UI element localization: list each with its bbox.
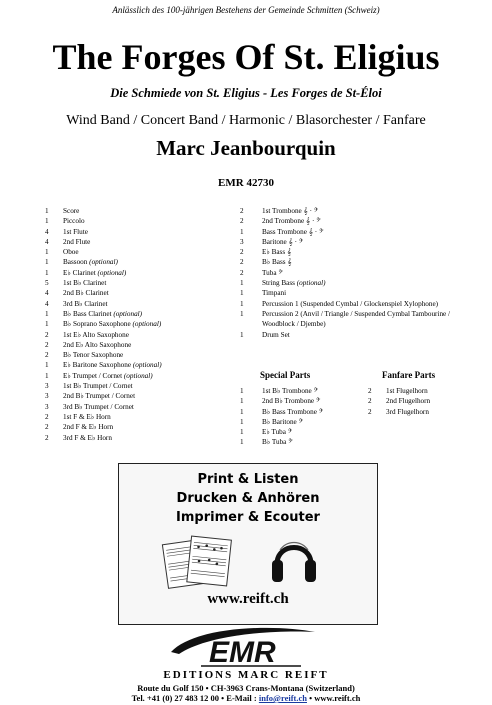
part-instrument: 1st B♭ Trumpet / Cornet — [63, 382, 133, 391]
part-instrument: Percussion 2 (Anvil / Triangle / Suspended Cymbal Tambourine / Woodblock / Djembe) — [262, 309, 451, 329]
part-row — [240, 257, 477, 267]
part-row — [240, 206, 477, 216]
part-quantity: 3 — [45, 392, 49, 401]
part-row — [45, 278, 162, 288]
part-row — [45, 299, 162, 309]
catalog-number: EMR 42730 — [218, 177, 274, 189]
part-row — [240, 309, 477, 330]
part-row — [45, 247, 162, 257]
part-quantity: 1 — [240, 438, 244, 447]
sheet-music-icon — [159, 532, 237, 590]
part-instrument: 1st F & E♭ Horn — [63, 412, 111, 421]
part-instrument: 3rd F & E♭ Horn — [63, 433, 112, 442]
part-instrument: B♭ Bass Clarinet — [63, 309, 112, 318]
part-row — [45, 381, 162, 391]
part-row — [45, 288, 162, 298]
part-name — [262, 237, 303, 247]
email-link[interactable]: info@reift.ch — [258, 693, 307, 703]
part-note: (optional) — [113, 309, 143, 318]
part-name — [63, 268, 126, 278]
part-name — [63, 402, 134, 412]
part-name — [262, 427, 292, 437]
part-instrument: 1st Flugelhorn — [386, 387, 428, 395]
part-instrument: Piccolo — [63, 217, 85, 226]
contact-website: • www.reift.ch — [307, 693, 361, 703]
part-row — [45, 330, 162, 340]
part-quantity: 1 — [240, 417, 244, 426]
part-row — [45, 340, 162, 350]
part-quantity: 2 — [45, 330, 49, 339]
part-quantity: 1 — [45, 320, 49, 329]
part-name — [386, 386, 428, 396]
part-name — [63, 227, 88, 237]
publisher-contact — [0, 693, 492, 703]
part-row — [45, 422, 162, 432]
part-row — [45, 371, 162, 381]
part-quantity: 1 — [240, 397, 244, 406]
part-name — [63, 257, 118, 267]
part-quantity: 1 — [45, 258, 49, 267]
part-quantity: 2 — [240, 268, 244, 277]
part-name — [63, 309, 142, 319]
special-parts-heading: Special Parts — [260, 370, 311, 380]
website-link[interactable]: www.reift.ch — [207, 591, 289, 607]
part-quantity: 1 — [240, 428, 244, 437]
part-quantity: 2 — [45, 351, 49, 360]
part-instrument: B♭ Soprano Saxophone — [63, 320, 131, 329]
part-row — [240, 278, 477, 288]
part-quantity: 2 — [45, 433, 49, 442]
part-instrument: B♭ Bass 𝄞 — [262, 258, 292, 267]
part-row — [45, 206, 162, 216]
part-row — [368, 396, 430, 406]
imprimer-ecouter-label: Imprimer & Ecouter — [176, 510, 320, 525]
part-instrument: B♭ Bass Trombone 𝄢 — [262, 407, 324, 416]
part-quantity: 1 — [45, 371, 49, 380]
composer-name: Marc Jeanbourquin — [156, 136, 336, 160]
part-instrument: 3rd B♭ Clarinet — [63, 299, 108, 308]
part-row — [240, 427, 323, 437]
part-instrument: B♭ Tuba 𝄢 — [262, 438, 293, 447]
part-name — [262, 437, 293, 447]
part-name — [262, 309, 477, 330]
part-quantity: 1 — [240, 299, 244, 308]
part-instrument: 2nd B♭ Clarinet — [63, 289, 109, 298]
part-name — [262, 407, 323, 417]
part-quantity: 2 — [240, 258, 244, 267]
part-name — [262, 268, 283, 278]
part-row — [45, 227, 162, 237]
print-listen-label: Print & Listen — [197, 472, 299, 487]
part-quantity: 1 — [240, 289, 244, 298]
part-row — [240, 386, 323, 396]
part-instrument: Bass Trombone 𝄞 · 𝄢 — [262, 227, 324, 236]
publisher-name: EDITIONS MARC REIFT — [163, 669, 329, 681]
headphones-icon — [269, 530, 319, 588]
part-row — [45, 216, 162, 226]
part-quantity: 3 — [240, 237, 244, 246]
part-instrument: E♭ Clarinet — [63, 268, 96, 277]
part-name — [262, 216, 321, 226]
emr-logo — [165, 622, 329, 674]
part-quantity: 2 — [45, 412, 49, 421]
part-name — [63, 247, 79, 257]
part-quantity: 2 — [368, 397, 372, 406]
part-name — [63, 381, 133, 391]
part-quantity: 2 — [240, 248, 244, 257]
part-instrument: Bassoon — [63, 258, 88, 267]
part-quantity: 2 — [45, 340, 49, 349]
part-instrument: E♭ Trumpet / Cornet — [63, 371, 123, 380]
part-note: (optional) — [97, 268, 127, 277]
part-name — [63, 422, 113, 432]
part-name — [262, 288, 286, 298]
part-row — [240, 396, 323, 406]
part-name — [262, 257, 292, 267]
special-parts-list — [240, 386, 323, 448]
part-quantity: 1 — [45, 268, 49, 277]
part-instrument: 2nd E♭ Alto Saxophone — [63, 340, 132, 349]
print-listen-box[interactable] — [118, 463, 378, 625]
part-row — [240, 299, 477, 309]
part-quantity: 1 — [45, 207, 49, 215]
part-quantity: 4 — [45, 289, 49, 298]
part-name — [63, 433, 112, 443]
part-note: (optional) — [89, 258, 118, 267]
part-instrument: 1st B♭ Clarinet — [63, 279, 107, 288]
part-quantity: 2 — [368, 387, 372, 395]
left-parts-list — [45, 206, 162, 443]
part-name — [386, 396, 430, 406]
part-note: (optional) — [132, 320, 162, 329]
part-name — [63, 371, 153, 381]
part-quantity: 1 — [240, 330, 244, 339]
part-row — [368, 407, 430, 417]
part-instrument: 2nd B♭ Trumpet / Cornet — [63, 392, 136, 401]
part-quantity: 1 — [240, 279, 244, 288]
part-quantity: 1 — [240, 227, 244, 236]
part-row — [240, 216, 477, 226]
part-row — [240, 330, 477, 340]
part-name — [63, 278, 106, 288]
part-quantity: 4 — [45, 227, 49, 236]
part-name — [63, 299, 108, 309]
part-name — [63, 319, 161, 329]
part-quantity: 5 — [45, 279, 49, 288]
part-name — [63, 237, 90, 247]
part-quantity: 2 — [45, 423, 49, 432]
part-name — [63, 360, 162, 370]
part-row — [240, 227, 477, 237]
part-quantity: 1 — [240, 387, 244, 395]
part-row — [45, 350, 162, 360]
page-title: The Forges Of St. Eligius — [52, 37, 440, 77]
part-row — [240, 417, 323, 427]
right-parts-list — [240, 206, 477, 340]
part-row — [45, 268, 162, 278]
part-quantity: 2 — [240, 207, 244, 215]
part-name — [262, 227, 324, 237]
part-quantity: 1 — [45, 217, 49, 226]
part-instrument: 1st Flute — [63, 227, 88, 236]
part-instrument: B♭ Baritone 𝄢 — [262, 417, 304, 426]
part-name — [63, 206, 79, 216]
fanfare-parts-list — [368, 386, 430, 417]
part-name — [63, 350, 123, 360]
part-row — [240, 237, 477, 247]
part-name — [63, 288, 109, 298]
part-quantity: 2 — [240, 217, 244, 226]
part-name — [262, 247, 291, 257]
part-instrument: Baritone 𝄞 · 𝄢 — [262, 237, 304, 246]
part-instrument: 1st B♭ Trombone 𝄢 — [262, 387, 319, 395]
part-name — [63, 391, 135, 401]
part-instrument: 1st Trombone 𝄞 · 𝄢 — [262, 207, 319, 215]
part-name — [262, 206, 318, 216]
part-instrument: 1st E♭ Alto Saxophone — [63, 330, 129, 339]
contact-phone: Tel. +41 (0) 27 483 12 00 • E-Mail : — [131, 693, 259, 703]
part-instrument: 2nd Trombone 𝄞 · 𝄢 — [262, 217, 321, 226]
part-instrument: E♭ Baritone Saxophone — [63, 361, 132, 370]
part-instrument: E♭ Tuba 𝄢 — [262, 428, 293, 437]
part-name — [63, 216, 85, 226]
part-name — [386, 407, 429, 417]
part-row — [240, 407, 323, 417]
part-row — [45, 402, 162, 412]
part-row — [368, 386, 430, 396]
part-name — [262, 330, 290, 340]
part-instrument: Timpani — [262, 289, 287, 298]
part-name — [262, 386, 318, 396]
publisher-address: Route du Golf 150 • CH-3963 Crans-Montana (Switzerland) — [137, 683, 355, 693]
part-row — [45, 412, 162, 422]
part-row — [45, 391, 162, 401]
part-note: (optional) — [132, 361, 162, 370]
part-quantity: 1 — [45, 248, 49, 257]
part-row — [45, 433, 162, 443]
part-name — [262, 299, 477, 309]
part-name — [262, 278, 326, 288]
part-note: (optional) — [296, 279, 326, 288]
title-translations: Die Schmiede von St. Eligius - Les Forges de St-Éloi — [110, 86, 382, 100]
part-row — [45, 309, 162, 319]
part-instrument: Score — [63, 207, 80, 215]
part-instrument: 3rd B♭ Trumpet / Cornet — [63, 402, 134, 411]
part-instrument: Drum Set — [262, 330, 290, 339]
part-name — [262, 396, 321, 406]
part-instrument: String Bass — [262, 279, 295, 288]
part-instrument: 2nd B♭ Trombone 𝄢 — [262, 397, 321, 406]
part-name — [262, 417, 303, 427]
occasion-text: Anlässlich des 100-jährigen Bestehens der Gemeinde Schmitten (Schweiz) — [112, 5, 380, 15]
logo-text: EMR — [209, 636, 276, 669]
part-note: (optional) — [123, 371, 153, 380]
part-quantity: 1 — [45, 309, 49, 318]
part-quantity: 1 — [45, 361, 49, 370]
part-quantity: 4 — [45, 237, 49, 246]
part-quantity: 3 — [45, 402, 49, 411]
part-row — [45, 257, 162, 267]
drucken-anhoeren-label: Drucken & Anhören — [176, 491, 320, 506]
part-quantity: 4 — [45, 299, 49, 308]
part-quantity: 1 — [240, 407, 244, 416]
part-instrument: 2nd Flute — [63, 237, 91, 246]
fanfare-parts-heading: Fanfare Parts — [382, 370, 436, 380]
part-row — [45, 237, 162, 247]
part-quantity: 2 — [368, 407, 372, 416]
part-instrument: E♭ Bass 𝄞 — [262, 248, 292, 257]
part-instrument: 2nd Flugelhorn — [386, 397, 431, 406]
part-instrument: Tuba 𝄢 — [262, 268, 283, 277]
part-instrument: Percussion 1 (Suspended Cymbal / Glockenspiel Xylophone) — [262, 299, 439, 308]
part-row — [240, 268, 477, 278]
band-types: Wind Band / Concert Band / Harmonic / Blasorchester / Fanfare — [66, 113, 426, 128]
part-quantity: 3 — [45, 382, 49, 391]
part-row — [45, 360, 162, 370]
part-instrument: 2nd F & E♭ Horn — [63, 423, 114, 432]
part-name — [63, 330, 129, 340]
part-row — [240, 437, 323, 447]
part-row — [45, 319, 162, 329]
part-quantity: 1 — [240, 309, 244, 318]
part-row — [240, 288, 477, 298]
part-row — [240, 247, 477, 257]
part-instrument: B♭ Tenor Saxophone — [63, 351, 124, 360]
part-name — [63, 412, 111, 422]
part-instrument: 3rd Flugelhorn — [386, 407, 429, 416]
part-instrument: Oboe — [63, 248, 79, 257]
part-name — [63, 340, 131, 350]
